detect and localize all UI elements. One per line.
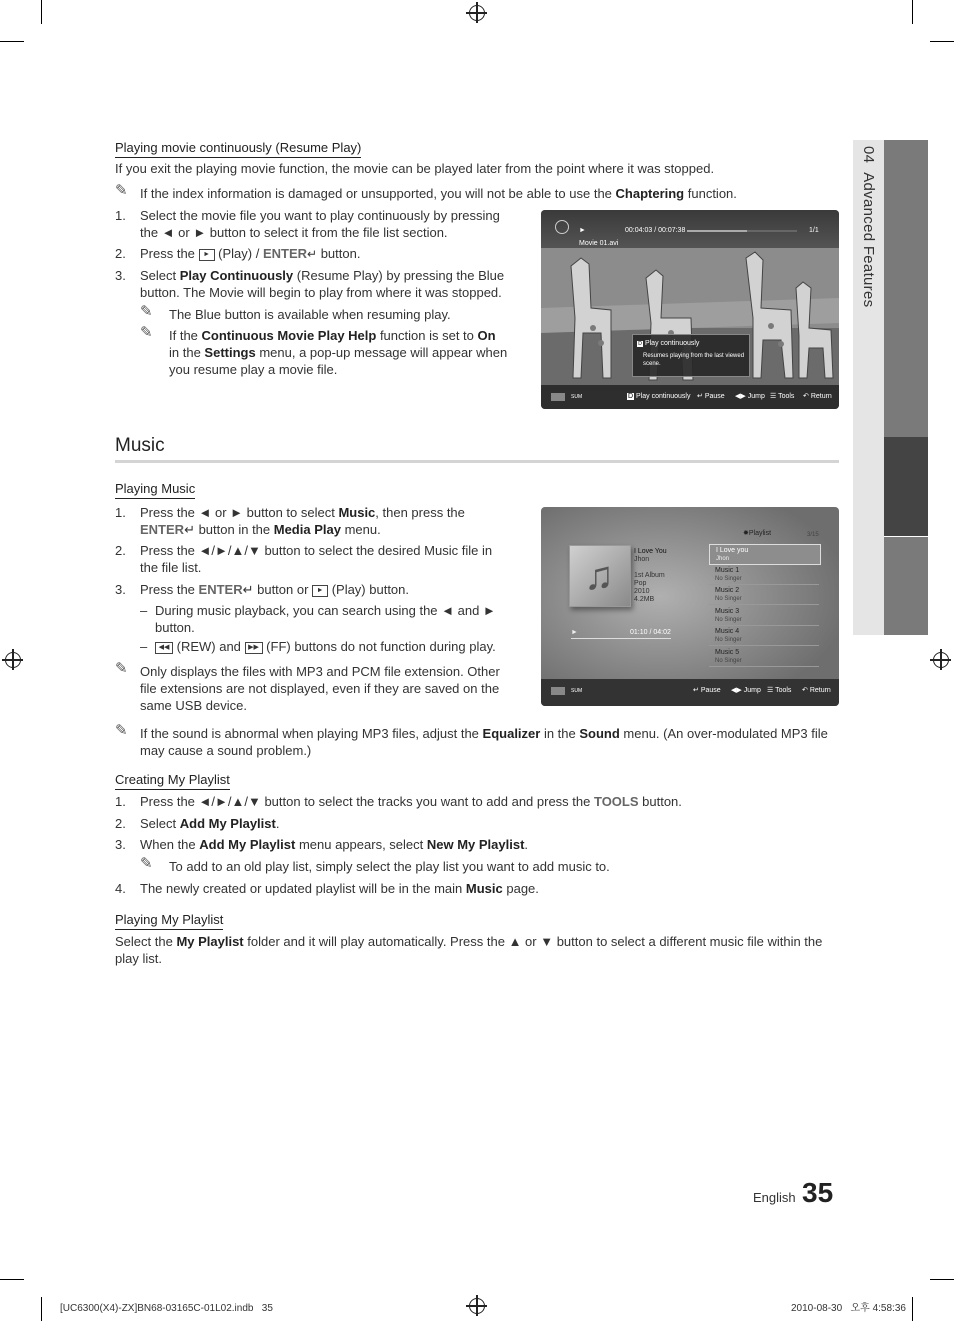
playlist-item-singer: No Singer: [715, 596, 742, 602]
registration-mark-icon: [933, 652, 949, 668]
bar-pause[interactable]: ↵ Pause: [693, 687, 721, 694]
crop-mark: [0, 1279, 24, 1280]
resume-note3: If the Continuous Movie Play Help function is set to On in the Settings menu, a pop-up message will appear when you resume play a movie file.: [169, 328, 508, 377]
playlist-item-singer: No Singer: [715, 616, 742, 623]
popup-text: Resumes playing from the last viewed scene.: [643, 353, 745, 367]
bar-return[interactable]: ↶ Return: [802, 687, 831, 694]
resume-heading: Playing movie continuously (Resume Play): [115, 139, 361, 158]
music-step3: Press the ENTER↵ button or ► (Play) button.: [140, 582, 410, 597]
playlist-item[interactable]: [709, 626, 819, 646]
progress-track: [747, 230, 797, 232]
music-note1: Only displays the files with MP3 and PCM file extension. Other file extensions are not displayed, even if they are saved on the same USB device.: [140, 664, 500, 713]
crop-mark: [930, 41, 954, 42]
chapter-tab: [884, 537, 928, 635]
step-number: 3.: [115, 582, 126, 597]
playlist-item-singer: No Singer: [715, 637, 742, 643]
movie-time: 00:04:03 / 00:07:38: [625, 227, 686, 234]
enter-icon: ↵: [307, 247, 318, 261]
song-genre: Pop: [634, 580, 647, 587]
chapter-label: 04 Advanced Features: [860, 146, 877, 308]
crop-mark: [912, 0, 913, 24]
playlist-item-title: I Love you: [716, 547, 749, 554]
play-button-icon: ►: [199, 249, 215, 261]
note-icon: ✎: [115, 660, 128, 677]
resume-step3: Select Play Continuously (Resume Play) by pressing the Blue button. The Movie will begin to play from where it was stopped.: [140, 268, 505, 300]
chapter-tab: [884, 140, 928, 437]
crop-mark: [41, 0, 42, 24]
music-step1: Press the ◄ or ► button to select Music, then press the ENTER↵ button in the Media Play menu.: [140, 505, 465, 537]
create-step4: The newly created or updated playlist will be in the main Music page.: [140, 881, 539, 896]
bar-tools[interactable]: ☰ Tools: [767, 687, 792, 694]
rewind-button-icon: ◀◀: [155, 642, 173, 654]
page-language: English: [753, 1190, 796, 1205]
movie-filename: Movie 01.avi: [579, 240, 619, 247]
usb-icon: [551, 687, 565, 695]
resume-popup: [632, 334, 750, 377]
music-note2: If the sound is abnormal when playing MP3 files, adjust the Equalizer in the Sound menu. (An over-modulated MP3 file may cause a sound problem.): [140, 726, 828, 758]
note-icon: ✎: [115, 722, 128, 739]
dash-bullet: –: [140, 603, 148, 618]
playlist-item[interactable]: [709, 606, 819, 626]
music-dash2: ◀◀ (REW) and ▶▶ (FF) buttons do not function during play.: [155, 638, 515, 655]
create-note: To add to an old play list, simply select the play list you want to add music to.: [169, 859, 610, 874]
playlist-icon: ✸: [743, 530, 749, 537]
create-step3: When the Add My Playlist menu appears, select New My Playlist.: [140, 837, 529, 852]
song-artist: Jhon: [634, 556, 650, 563]
step-number: 4.: [115, 881, 126, 896]
sum-label: SUM: [571, 394, 583, 400]
movie-count: 1/1: [809, 227, 819, 234]
playlist-item-singer: No Singer: [715, 575, 742, 582]
dash-bullet: –: [140, 639, 148, 654]
song-year: 2010: [634, 588, 650, 595]
enter-icon: ↵: [242, 582, 254, 597]
play-button-icon: ►: [312, 585, 328, 597]
playlist-item-title: Music 3: [715, 607, 740, 615]
note-icon: ✎: [140, 324, 153, 341]
playing-playlist-text: Select the My Playlist folder and it will play automatically. Press the ▲ or ▼ button to select a different music file within the play list.: [115, 934, 823, 966]
song-title: I Love You: [634, 548, 667, 555]
music-step2: Press the ◄/►/▲/▼ button to select the desired Music file in the file list.: [140, 543, 493, 575]
step-number: 3.: [115, 837, 126, 852]
music-player-screenshot: [541, 507, 839, 706]
playlist-item[interactable]: [709, 585, 819, 605]
playlist-item-selected[interactable]: [709, 544, 821, 565]
note-icon: ✎: [115, 182, 128, 199]
enter-icon: ↵: [184, 522, 195, 537]
step-number: 1.: [115, 794, 126, 809]
create-step2: Select Add My Playlist.: [140, 816, 280, 831]
bar-tools[interactable]: ☰ Tools: [770, 393, 795, 400]
page-number: 35: [802, 1177, 834, 1208]
song-size: 4.2MB: [634, 596, 655, 603]
playlist-label: ✸Playlist: [743, 530, 772, 537]
play-indicator-icon: ►: [571, 629, 578, 636]
step-number: 3.: [115, 268, 126, 283]
chapter-tab-active: [884, 437, 928, 536]
step-number: 2.: [115, 543, 126, 558]
playlist-item-title: Music 4: [715, 628, 740, 635]
playlist-item-singer: Jhon: [716, 556, 730, 562]
crop-mark: [930, 1279, 954, 1280]
crop-mark: [41, 1297, 42, 1321]
resume-step1: Select the movie file you want to play continuously by pressing the ◄ or ► button to select it from the file list section.: [140, 208, 500, 240]
music-note-icon: ♫: [584, 554, 614, 598]
music-time: 01:10 / 04:02: [630, 629, 671, 636]
resume-note1: If the index information is damaged or unsupported, you will not be able to use the Chaptering function.: [140, 186, 737, 201]
resume-intro: If you exit the playing movie function, the movie can be played later from the point where it was stopped.: [115, 161, 715, 176]
bar-jump[interactable]: ◀▶ Jump: [735, 393, 765, 400]
bar-return[interactable]: ↶ Return: [803, 393, 832, 400]
note-icon: ✎: [140, 855, 153, 872]
music-control-bar: [541, 679, 839, 706]
footer-file: [UC6300(X4)-ZX]BN68-03165C-01L02.indb 35: [60, 1303, 273, 1314]
blue-button-icon: D: [638, 341, 642, 347]
resume-note2: The Blue button is available when resuming play.: [169, 307, 451, 322]
playing-music-heading: Playing Music: [115, 480, 195, 499]
create-step1: Press the ◄/►/▲/▼ button to select the tracks you want to add and press the TOOLS button.: [140, 794, 682, 809]
playlist-item-singer: No Singer: [715, 657, 742, 664]
music-dash1: During music playback, you can search using the ◄ and ► button.: [155, 603, 496, 635]
song-album: 1st Album: [634, 572, 665, 579]
album-art: [569, 545, 631, 607]
playlist-item-title: Music 2: [715, 587, 740, 594]
popup-title: Play continuously: [644, 340, 700, 347]
section-divider: [115, 460, 839, 463]
progress-bar: [687, 230, 747, 232]
usb-icon: [551, 393, 565, 401]
playlist-count: 3/15: [807, 532, 819, 538]
registration-mark-icon: [469, 1298, 485, 1314]
crop-mark: [0, 41, 24, 42]
resume-step2: Press the ► (Play) / ENTER↵ button.: [140, 246, 361, 261]
bar-jump[interactable]: ◀▶ Jump: [731, 687, 761, 694]
music-title: Music: [115, 435, 165, 456]
sum-label: SUM: [571, 688, 583, 694]
playlist-item-title: Music 5: [715, 648, 740, 656]
playlist-item-title: Music 1: [715, 566, 740, 574]
play-indicator-icon: ►: [579, 227, 586, 234]
movie-player-screenshot: [541, 210, 839, 409]
movie-control-bar: [541, 385, 839, 409]
crop-mark: [912, 1297, 913, 1321]
footer-date: 2010-08-30 오후 4:58:36: [791, 1303, 906, 1314]
registration-mark-icon: [469, 5, 485, 21]
bar-pause[interactable]: ↵ Pause: [697, 393, 725, 400]
playing-playlist-heading: Playing My Playlist: [115, 911, 223, 930]
create-playlist-heading: Creating My Playlist: [115, 771, 230, 790]
music-progress-bar: [571, 638, 671, 639]
note-icon: ✎: [140, 303, 153, 320]
movie-icon: [555, 220, 569, 234]
fast-forward-button-icon: ▶▶: [245, 642, 263, 654]
playlist-item[interactable]: [709, 647, 819, 667]
step-number: 2.: [115, 816, 126, 831]
bar-play-continuously[interactable]: D Play continuously: [628, 393, 691, 400]
step-number: 1.: [115, 505, 126, 520]
step-number: 2.: [115, 246, 126, 261]
step-number: 1.: [115, 208, 126, 223]
registration-mark-icon: [5, 652, 21, 668]
playlist-item[interactable]: [709, 565, 819, 585]
